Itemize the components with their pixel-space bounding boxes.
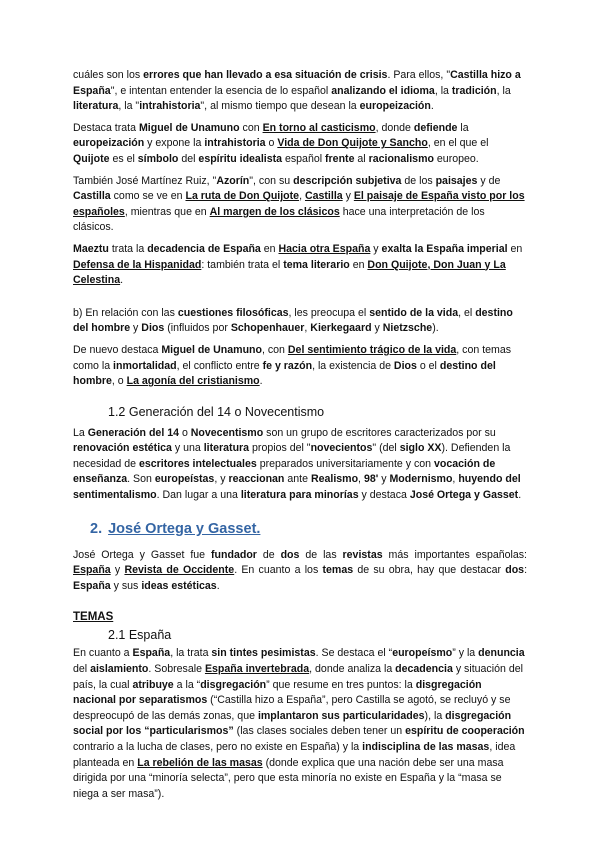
heading-generacion-14: 1.2 Generación del 14 o Novecentismo bbox=[108, 404, 325, 419]
heading-number: 2. bbox=[90, 520, 103, 537]
heading-temas: TEMAS bbox=[73, 611, 114, 624]
heading-title: José Ortega y Gasset. bbox=[108, 520, 261, 537]
paragraph-novecentismo: La Generación del 14 o Novecentismo son un grupo de escritores caracterizados por su renovación estética y una literatura propios del "novecientos" (del siglo XX). Defienden la necesidad de escritores intelectuales preparados universitariamente y con vocación de enseñanza. Son europeístas, y reaccionan ante Realismo, 98' y Modernismo, huyendo del sentimentalismo. Dan lugar a una literatura para minorías y destaca José Ortega y Gasset. bbox=[73, 426, 522, 502]
paragraph-unamuno: Destaca trata Miguel de Unamuno con En torno al casticismo, donde defiende la europeización y expone la intrahistoria o Vida de Don Quijote y Sancho, en el que el Quijote es el símbolo del espíritu idealista español frente al racionalismo europeo. bbox=[73, 121, 489, 165]
paragraph-espana: En cuanto a España, la trata sin tintes pesimistas. Se destaca el “europeísmo” y la denuncia del aislamiento. Sobresale España invertebrada, donde analiza la decadencia y situación del país, la cual atribuye a la “disgregación” que resume en tres puntos: la disgregación nacional por separatismos (“Castilla hizo a España”, pero Castilla se agotó, se recluyó y se despreocupó de las demás zonas, que implantaron sus particularidades), la disgregación social por los “particularismos” (las clases sociales deben tener un espíritu de cooperación contrario a la lucha de clases, pero no existe en España) y la indisciplina de las masas, idea planteada en La rebelión de las masas (donde explica que una nación debe ser una masa dirigida por una “minoría selecta”, pero que esta minoría no existe en España y la “masa se niega a ser masa”). bbox=[73, 647, 525, 800]
heading-ortega bbox=[90, 520, 527, 538]
document-page bbox=[73, 68, 527, 802]
heading-espana: 2.1 España bbox=[108, 628, 172, 643]
paragraph-unamuno-2: De nuevo destaca Miguel de Unamuno, con Del sentimiento trágico de la vida, con temas como la inmortalidad, el conflicto entre fe y razón, la existencia de Dios o el destino del hombre, o La agonía del cristianismo. bbox=[73, 343, 512, 388]
paragraph-azorin: También José Martínez Ruiz, "Azorín", con su descripción subjetiva de los paisajes y de Castilla como se ve en La ruta de Don Quijote, Castilla y El paisaje de España visto por los españoles, mientras que en Al margen de los clásicos hace una interpretación de los clásicos. bbox=[73, 174, 525, 234]
paragraph-crisis: cuáles son los errores que han llevado a esa situación de crisis. Para ellos, "Castilla hizo a España", e intentan entender la esencia de lo español analizando el idioma, la tradición, la literatura, la "intrahistoria", al mismo tiempo que desean la europeización. bbox=[73, 69, 521, 113]
paragraph-ortega-intro: José Ortega y Gasset fue fundador de dos de las revistas más importantes españolas: España y Revista de Occidente. En cuanto a los temas de su obra, hay que destacar dos: España y sus ideas estéticas. bbox=[73, 548, 528, 592]
paragraph-philosophy: b) En relación con las cuestiones filosóficas, les preocupa el sentido de la vida, el destino del hombre y Dios (influidos por Schopenhauer, Kierkegaard y Nietzsche). bbox=[73, 306, 513, 335]
paragraph-maeztu: Maeztu trata la decadencia de España en Hacia otra España y exalta la España imperial en Defensa de la Hispanidad: también trata el tema literario en Don Quijote, Don Juan y La Celestina. bbox=[73, 242, 523, 287]
